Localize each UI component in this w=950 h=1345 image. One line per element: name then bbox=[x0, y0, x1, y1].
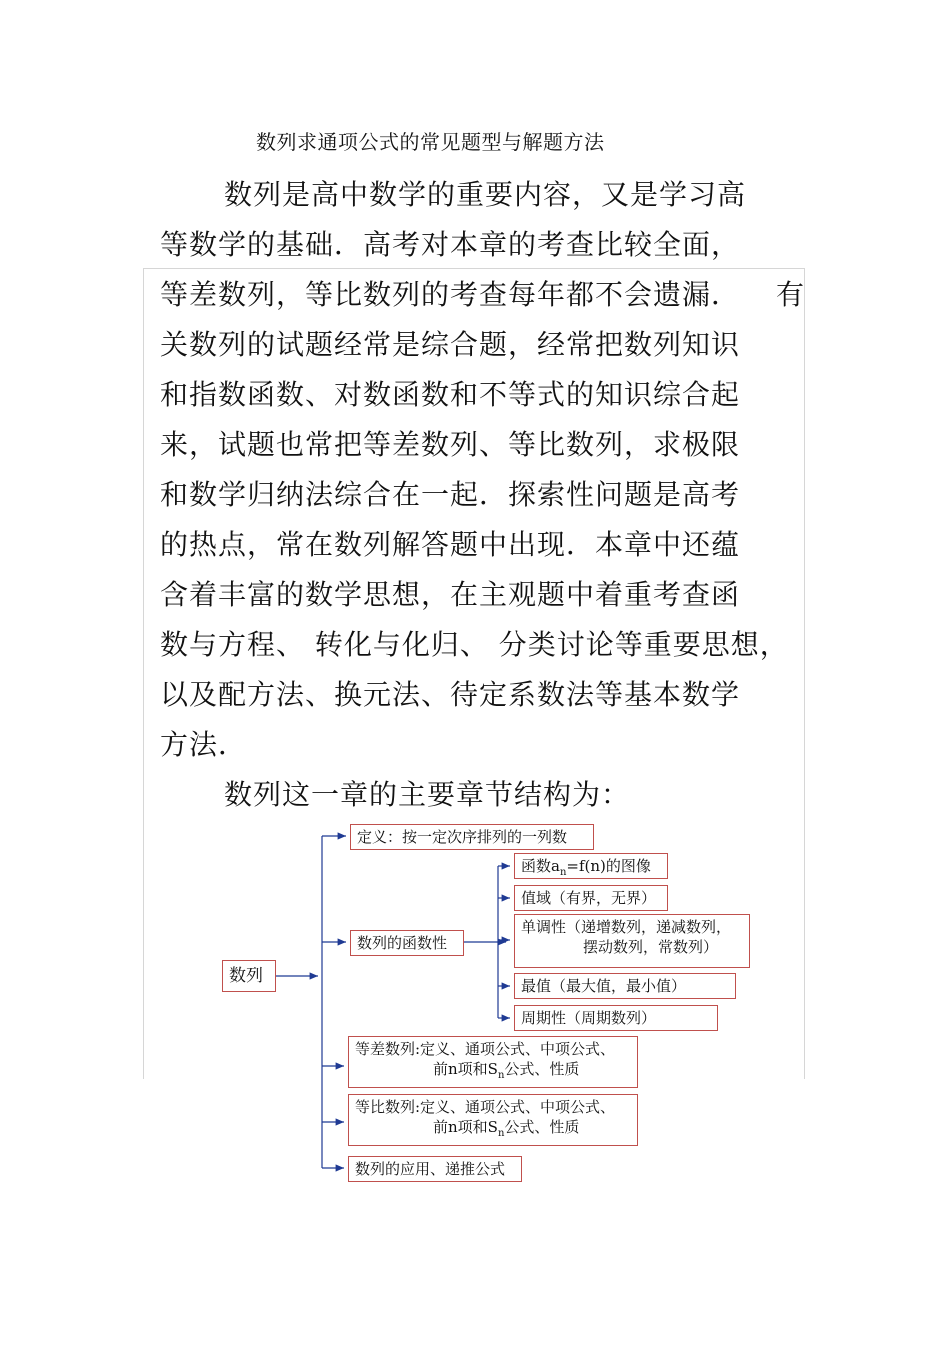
paragraph-line: 和指数函数、对数函数和不等式的知识综合起 bbox=[160, 378, 741, 411]
diagram-graph: 函数$a_n=f(n)$的图像 bbox=[514, 853, 668, 879]
diagram-function-property: 数列的函数性 bbox=[350, 930, 464, 956]
paragraph-line: 和数学归纳法综合在一起．探索性问题是高考 bbox=[160, 478, 741, 511]
paragraph-line: 数与方程、 转化与化归、 分类讨论等重要思想， bbox=[160, 628, 789, 661]
diagram-definition: 定义：按一定次序排列的一列数 bbox=[350, 824, 594, 850]
diagram-range: 值域（有界，无界） bbox=[514, 885, 668, 911]
page-title: 数列求通项公式的常见题型与解题方法 bbox=[256, 130, 605, 154]
paragraph-line: 等数学的基础．高考对本章的考查比较全面， bbox=[160, 228, 741, 261]
paragraph-line: 方法． bbox=[160, 728, 248, 761]
paragraph-line: 的热点，常在数列解答题中出现．本章中还蕴 bbox=[160, 528, 741, 561]
diagram-period: 周期性（周期数列） bbox=[514, 1005, 718, 1031]
diagram-monotonicity: 单调性（递增数列，递减数列， 摆动数列，常数列） bbox=[514, 914, 750, 968]
paragraph-line: 关数列的试题经常是综合题，经常把数列知识 bbox=[160, 328, 741, 361]
diagram-arithmetic: 等差数列:定义、通项公式、中项公式、 前n项和$S_n$公式、性质 bbox=[348, 1036, 638, 1088]
paragraph-line: 等差数列，等比数列的考查每年都不会遗漏． bbox=[160, 278, 741, 311]
diagram-geometric: 等比数列:定义、通项公式、中项公式、 前n项和$S_n$公式、性质 bbox=[348, 1094, 638, 1146]
diagram-application: 数列的应用、递推公式 bbox=[348, 1156, 522, 1182]
paragraph-line: 含着丰富的数学思想，在主观题中着重考查函 bbox=[160, 578, 741, 611]
paragraph-line: 数列是高中数学的重要内容，又是学习高 bbox=[224, 178, 747, 211]
paragraph-line: 来，试题也常把等差数列、等比数列，求极限 bbox=[160, 428, 741, 461]
diagram-extreme: 最值（最大值，最小值） bbox=[514, 973, 736, 999]
paragraph-line: 以及配方法、换元法、待定系数法等基本数学 bbox=[160, 678, 741, 711]
paragraph-line: 有 bbox=[776, 278, 806, 311]
diagram-root: 数列 bbox=[222, 960, 276, 992]
paragraph-line: 数列这一章的主要章节结构为： bbox=[224, 778, 631, 811]
